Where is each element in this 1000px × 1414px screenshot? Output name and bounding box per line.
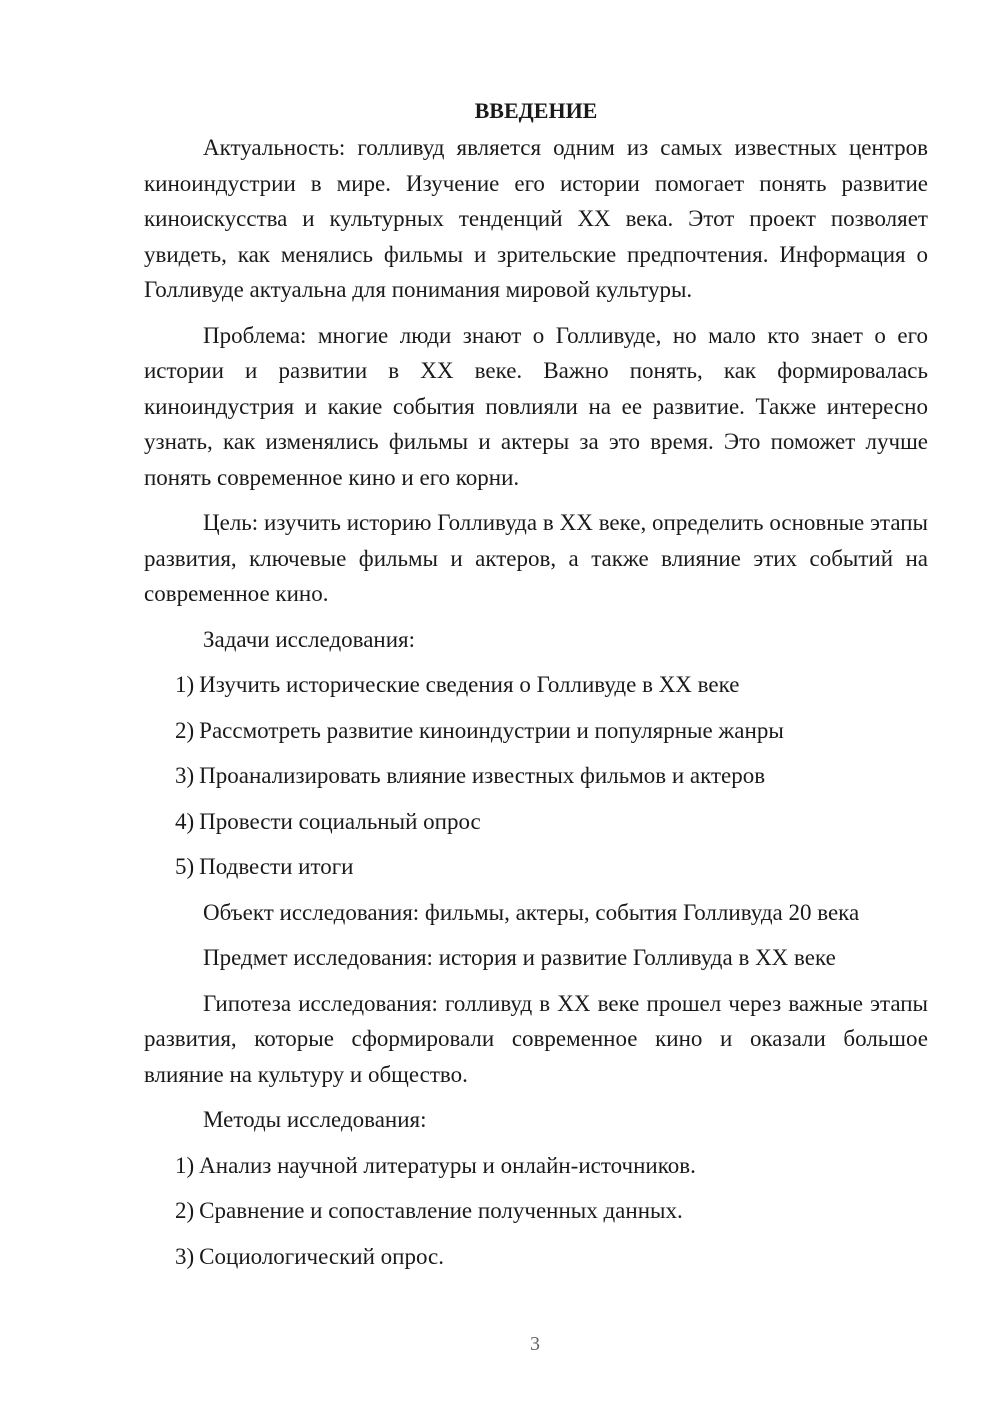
- relevance-paragraph: Актуальность: голливуд является одним из самых известных центров киноиндустрии в мире. Изучение его истории помогает понять развитие киноискусства и культурных тенденций XX века. Этот проект позволяет увидеть, как менялись фильмы и зрительские предпочтения. Информация о Голливуде актуальна для понимания мировой культуры.: [144, 135, 928, 302]
- goal-paragraph: Цель: изучить историю Голливуда в XX веке, определить основные этапы развития, ключевые фильмы и актеров, а также влияние этих событий на современное кино.: [144, 510, 928, 606]
- tasks-heading: Задачи исследования:: [203, 626, 416, 652]
- list-item-text: Анализ научной литературы и онлайн-источников.: [199, 1152, 696, 1178]
- methods-list: [144, 1148, 928, 1275]
- list-item: [144, 849, 928, 885]
- list-item: [144, 1193, 928, 1229]
- methods-heading: Методы исследования:: [203, 1107, 427, 1132]
- problem-paragraph: Проблема: многие люди знают о Голливуде, но мало кто знает о его истории и развитии в XX веке. Важно понять, как формировалась киноиндустрия и какие события повлияли на ее развитие. Также интересно узнать, как изменялись фильмы и актеры за это время. Это поможет лучше понять современное кино и его корни.: [144, 322, 928, 490]
- document-title: ВВЕДЕНИЕ: [474, 98, 598, 123]
- list-item-text: Сравнение и сопоставление полученных данных.: [199, 1198, 683, 1223]
- list-item-number: 4): [175, 808, 195, 834]
- list-item-number: 3): [175, 763, 195, 788]
- hypothesis-paragraph: Гипотеза исследования: голливуд в XX веке прошел через важные этапы развития, которые сформировали современное кино и оказали большое влияние на культуру и общество.: [144, 990, 928, 1087]
- list-item-text: Изучить исторические сведения о Голливуде в XX веке: [199, 672, 740, 697]
- list-item-text: Проанализировать влияние известных фильмов и актеров: [199, 763, 766, 788]
- list-item: [144, 758, 928, 794]
- list-item-number: 2): [175, 717, 195, 743]
- list-item-text: Рассмотреть развитие киноиндустрии и популярные жанры: [199, 717, 784, 743]
- list-item: [144, 667, 928, 703]
- list-item-number: 1): [175, 1152, 195, 1178]
- object-paragraph: Объект исследования: фильмы, актеры, события Голливуда 20 века: [203, 899, 860, 925]
- subject-paragraph: Предмет исследования: история и развитие Голливуда в XX веке: [203, 945, 836, 970]
- list-item: [144, 1148, 928, 1184]
- list-item: [144, 804, 928, 840]
- list-item-number: 5): [175, 854, 195, 879]
- list-item-text: Провести социальный опрос: [199, 808, 481, 834]
- page-number: 3: [530, 1333, 540, 1355]
- list-item-text: Подвести итоги: [199, 854, 354, 879]
- tasks-list: [144, 667, 928, 885]
- list-item-text: Социологический опрос.: [199, 1243, 444, 1269]
- list-item: [144, 1239, 928, 1275]
- list-item-number: 2): [175, 1198, 195, 1223]
- document-page: [144, 96, 928, 1284]
- list-item-number: 3): [175, 1243, 195, 1269]
- list-item-number: 1): [175, 672, 195, 697]
- list-item: [144, 713, 928, 749]
